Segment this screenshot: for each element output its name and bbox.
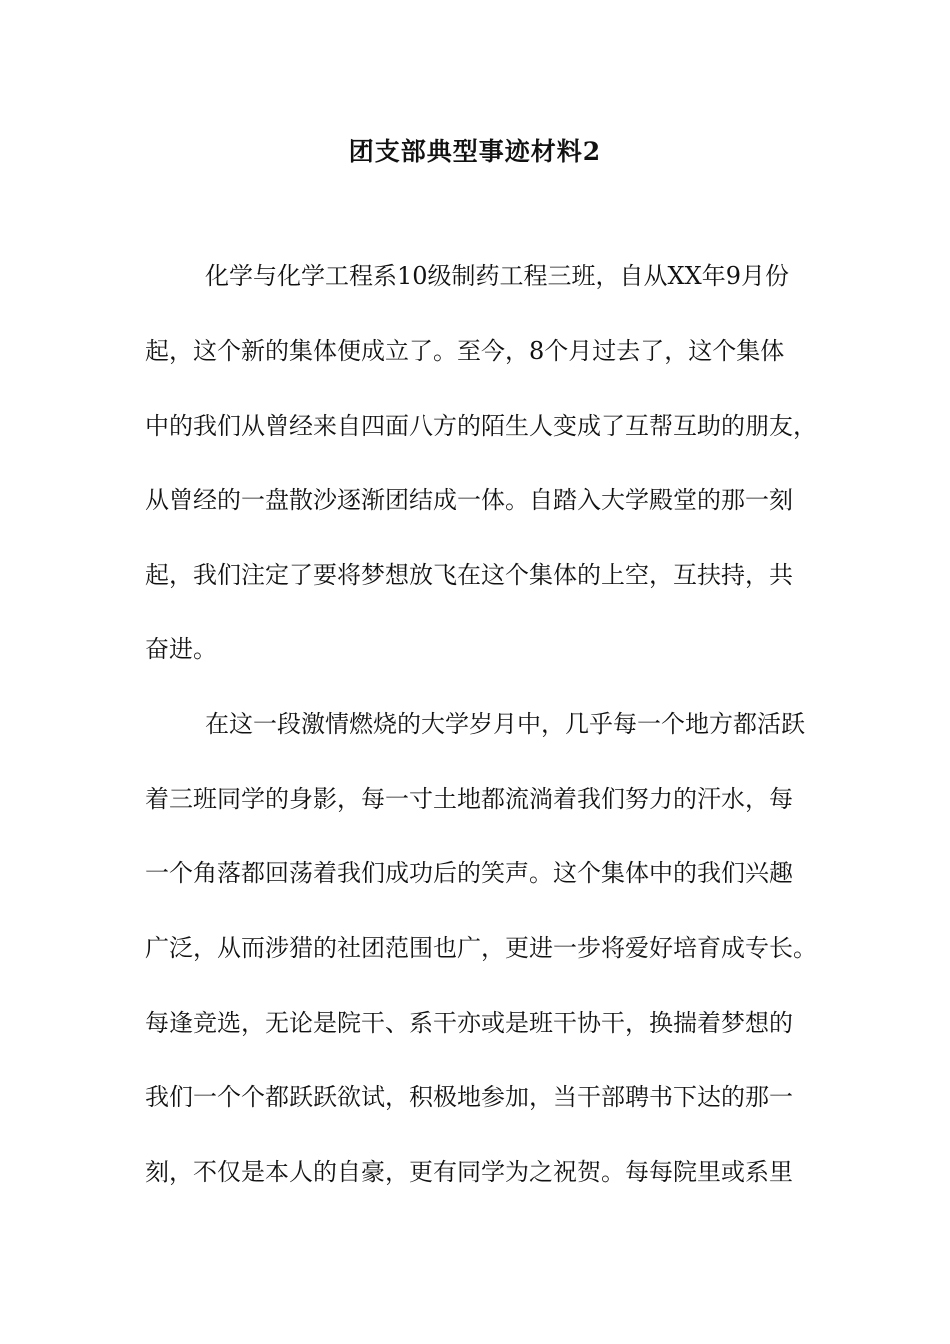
paragraph-2-line-2: 着三班同学的身影，每一寸土地都流淌着我们努力的汗水，每 bbox=[145, 785, 793, 813]
paragraph-2-line-3: 一个角落都回荡着我们成功后的笑声。这个集体中的我们兴趣 bbox=[145, 859, 793, 887]
paragraph-2-line-6: 我们一个个都跃跃欲试，积极地参加，当干部聘书下达的那一 bbox=[145, 1083, 793, 1111]
paragraph-1-line-2: 起，这个新的集体便成立了。至今，8个月过去了，这个集体 bbox=[145, 337, 785, 365]
paragraph-1-line-6: 奋进。 bbox=[145, 635, 217, 663]
paragraph-1-line-3: 中的我们从曾经来自四面八方的陌生人变成了互帮互助的朋友， bbox=[145, 412, 817, 440]
paragraph-2-line-4: 广泛，从而涉猎的社团范围也广，更进一步将爱好培育成专长。 bbox=[145, 934, 817, 962]
paragraph-2-line-7: 刻，不仅是本人的自豪，更有同学为之祝贺。每每院里或系里 bbox=[145, 1158, 793, 1186]
paragraph-2-line-1: 在这一段激情燃烧的大学岁月中，几乎每一个地方都活跃 bbox=[205, 710, 805, 738]
paragraph-1-line-1: 化学与化学工程系10级制药工程三班，自从XX年9月份 bbox=[205, 262, 789, 290]
document-title: 团支部典型事迹材料2 bbox=[348, 137, 602, 166]
paragraph-1-line-4: 从曾经的一盘散沙逐渐团结成一体。自踏入大学殿堂的那一刻 bbox=[145, 486, 793, 514]
paragraph-1-line-5: 起，我们注定了要将梦想放飞在这个集体的上空，互扶持，共 bbox=[145, 561, 793, 589]
paragraph-2-line-5: 每逢竞选，无论是院干、系干亦或是班干协干，换揣着梦想的 bbox=[145, 1009, 793, 1037]
